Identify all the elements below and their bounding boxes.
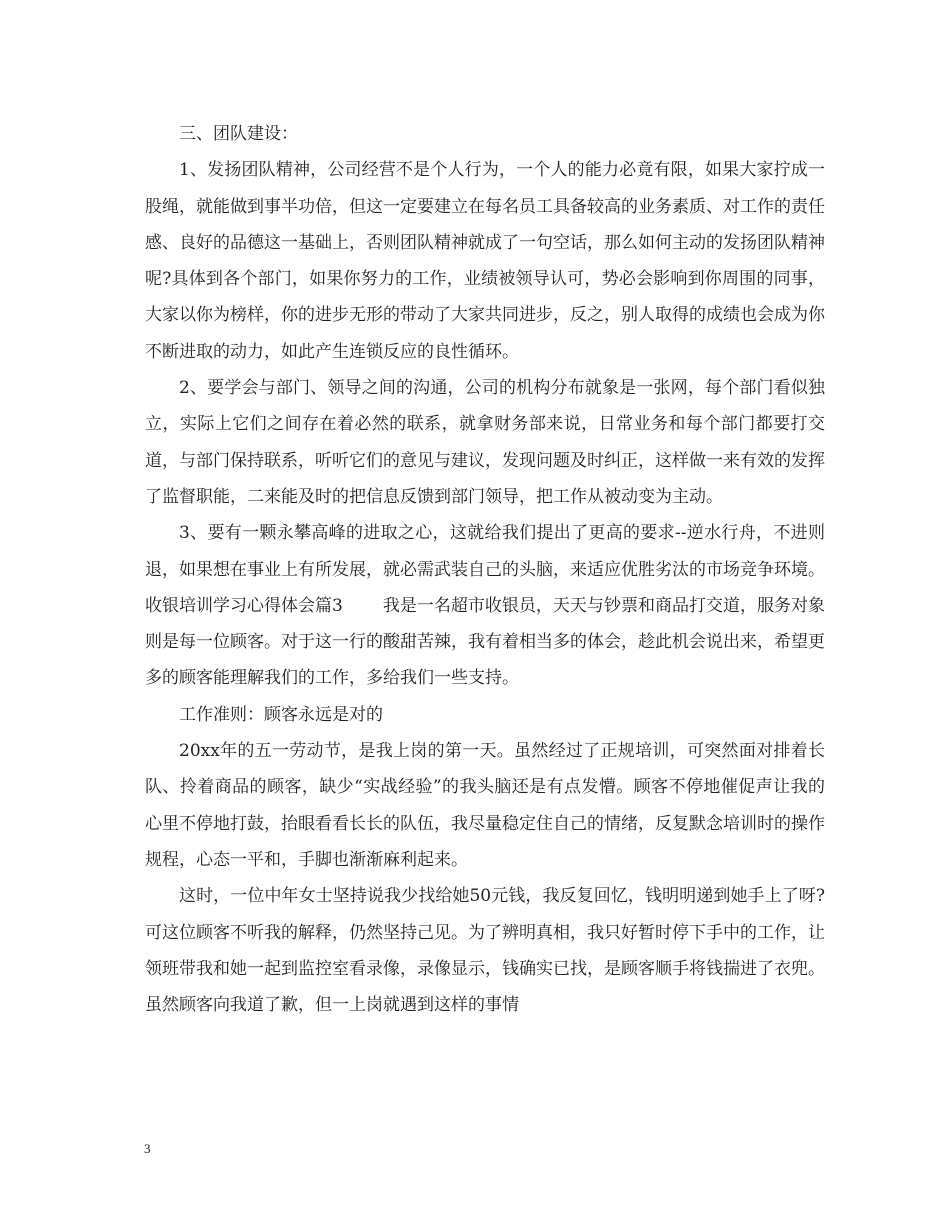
- paragraph-team-spirit: 1、发扬团队精神，公司经营不是个人行为，一个人的能力必竟有限，如果大家拧成一股绳，就能做到事半功倍，但这一定要建立在每名员工具备较高的业务素质、对工作的责任感、良好的品德这一基础上，否则团队精神就成了一句空话，那么如何主动的发扬团队精神呢?具体到各个部门，如果你努力的工作，业绩被领导认可，势必会影响到你周围的同事，大家以你为榜样，你的进步无形的带动了大家共同进步，反之，别人取得的成绩也会成为你不断进取的动力，如此产生连锁反应的良性循环。: [145, 160, 825, 362]
- paragraph-article-3: [145, 588, 825, 697]
- article-heading: 收银培训学习心得体会篇3: [145, 595, 343, 616]
- section-heading-team-building: 三、团队建设：: [179, 124, 298, 144]
- subheading-work-principle: 工作准则：顾客永远是对的: [179, 704, 383, 725]
- article-intro-text: 我是一名超市收银员，天天与钞票和商品打交道，服务对象则是每一位顾客。对于这一行的酸甜苦辣，我有着相当多的体会，趁此机会说出来，希望更多的顾客能理解我们的工作，多给我们一些支持。: [145, 595, 825, 689]
- page-number: 3: [144, 1141, 151, 1156]
- paragraph-progress: 3、要有一颗永攀高峰的进取之心，这就给我们提出了更高的要求--逆水行舟，不进则退，如果想在事业上有所发展，就必需武装自己的头脑，来适应优胜劣汰的市场竞争环境。: [145, 523, 825, 580]
- paragraph-incident: 这时，一位中年女士坚持说我少找给她50元钱，我反复回忆，钱明明递到她手上了呀?可这位顾客不听我的解释，仍然坚持己见。为了辨明真相，我只好暂时停下手中的工作，让领班带我和她一起到监控室看录像，录像显示，钱确实已找，是顾客顺手将钱揣进了衣兜。虽然顾客向我道了歉，但一上岗就遇到这样的事情: [145, 886, 825, 1016]
- paragraph-first-day: 20xx年的五一劳动节，是我上岗的第一天。虽然经过了正规培训，可突然面对排着长队、拎着商品的顾客，缺少“实战经验”的我头脑还是有点发懵。顾客不停地催促声让我的心里不停地打鼓，抬眼看看长长的队伍，我尽量稳定住自己的情绪，反复默念培训时的操作规程，心态一平和，手脚也渐渐麻利起来。: [145, 741, 825, 870]
- document-body: [145, 116, 825, 1023]
- paragraph-communication: 2、要学会与部门、领导之间的沟通，公司的机构分布就象是一张网，每个部门看似独立，实际上它们之间存在着必然的联系，就拿财务部来说，日常业务和每个部门都要打交道，与部门保持联系，听听它们的意见与建议，发现问题及时纠正，这样做一来有效的发挥了监督职能，二来能及时的把信息反馈到部门领导，把工作从被动变为主动。: [145, 378, 825, 507]
